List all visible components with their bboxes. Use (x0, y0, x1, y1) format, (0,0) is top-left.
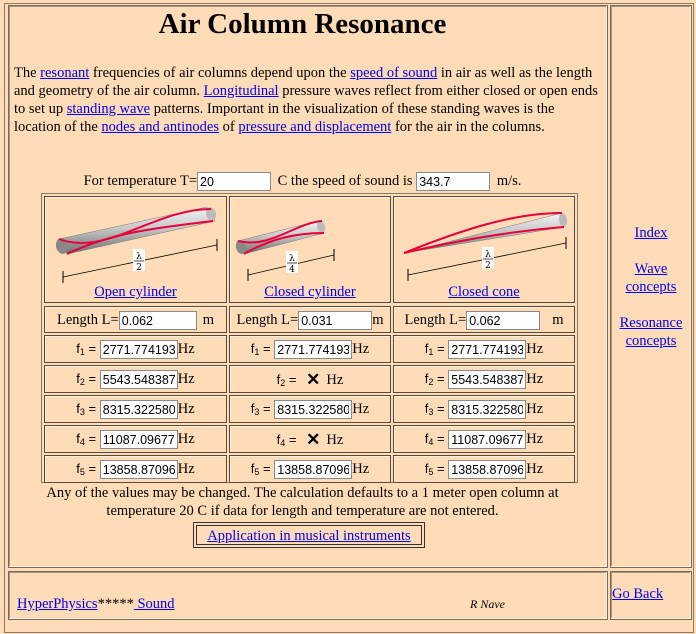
hz-unit: Hz (177, 370, 195, 387)
frequency-label: $f_3$ (250, 400, 260, 417)
length-cell-closed (229, 306, 391, 333)
length-unit: m (552, 311, 564, 328)
equals-sign: = (433, 430, 449, 446)
equals-sign: = (433, 460, 449, 476)
hz-unit: Hz (177, 430, 195, 447)
intro-text: The (14, 65, 41, 81)
closed-cylinder-f4-cell (229, 425, 391, 453)
closed-cone-f4-cell (393, 425, 575, 453)
page-title: Air Column Resonance (158, 8, 447, 40)
open-cylinder-f4-cell (44, 425, 227, 453)
frequency-label: $f_1$ (424, 340, 434, 357)
frequency-label: $f_4$ (76, 430, 85, 447)
svg-text:2: 2 (136, 263, 142, 273)
closed-cone-f2-cell (393, 365, 575, 393)
closed-cylinder-f5-input[interactable] (274, 460, 352, 479)
equals-sign: = (84, 340, 100, 356)
speed-of-sound-input[interactable] (416, 172, 490, 191)
hz-unit: Hz (526, 400, 544, 417)
frequency-label: $f_2$ (76, 370, 85, 387)
open-cylinder-f2-input[interactable] (100, 370, 178, 389)
footer-links (17, 596, 175, 613)
equals-sign: = (84, 460, 100, 476)
closed-cylinder-length-input[interactable] (298, 311, 372, 330)
equals-sign: = (259, 340, 275, 356)
frequency-label: $f_5$ (424, 460, 434, 477)
open-cylinder-diagram (45, 199, 226, 285)
equals-sign: = (259, 400, 275, 416)
temperature-row (0, 172, 605, 191)
closed-cylinder-f2-cell (229, 365, 391, 393)
hz-unit: Hz (352, 400, 370, 417)
hz-unit: Hz (177, 400, 195, 417)
equals-sign: = (285, 432, 301, 447)
closed-cone-diagram (394, 199, 574, 285)
hz-unit: Hz (177, 340, 195, 357)
open-cylinder-f2-cell (44, 365, 227, 393)
length-cell-cone (393, 306, 575, 333)
svg-text:λ: λ (485, 250, 491, 260)
intro-paragraph (14, 64, 604, 136)
length-unit: m (202, 311, 214, 328)
sidebar-item-wave-concepts[interactable]: Wave concepts (625, 261, 677, 295)
author-credit: R Nave (470, 597, 505, 611)
intro-text: in air as well as the length and geometry of the air column. (14, 65, 593, 99)
intro-text: for the air in the columns. (391, 119, 545, 135)
sidebar-item-resonance-concepts[interactable]: Resonance concepts (619, 315, 683, 349)
open-cylinder-length-input[interactable] (119, 311, 197, 330)
footer-stars: ***** (97, 596, 134, 612)
hyperphysics-link[interactable]: HyperPhysics (17, 596, 98, 612)
hz-unit: Hz (352, 340, 370, 357)
frequency-label: $f_5$ (250, 460, 260, 477)
link-longitudinal[interactable]: Longitudinal (203, 83, 279, 99)
svg-text:λ: λ (136, 252, 142, 262)
closed-cone-f1-input[interactable] (448, 340, 526, 359)
closed-cylinder-diagram (230, 199, 390, 285)
speed-unit: m/s. (496, 172, 522, 189)
temperature-input[interactable] (197, 172, 271, 191)
not-present-icon: ✕ (306, 370, 321, 389)
equals-sign: = (84, 370, 100, 386)
closed-cone-length-input[interactable] (466, 311, 540, 330)
link-pressure-displacement[interactable]: pressure and displacement (238, 119, 392, 135)
svg-text:2: 2 (485, 261, 491, 271)
link-resonant[interactable]: resonant (40, 65, 90, 81)
equals-sign: = (84, 430, 100, 446)
frequency-label: $f_3$ (76, 400, 85, 417)
intro-text: frequencies of air columns depend upon the (89, 65, 351, 81)
frequency-label: $f_2$ (276, 372, 286, 388)
hz-unit: Hz (352, 460, 370, 477)
link-standing-wave[interactable]: standing wave (66, 101, 151, 117)
equals-sign: = (84, 400, 100, 416)
speed-label: C the speed of sound is (277, 172, 413, 189)
closed-cone-f5-cell (393, 455, 575, 483)
closed-cone-f3-input[interactable] (448, 400, 526, 419)
closed-cone-f5-input[interactable] (448, 460, 526, 479)
temperature-label: For temperature T= (83, 172, 198, 189)
frequency-label: $f_4$ (276, 432, 286, 448)
hz-unit: Hz (326, 372, 344, 388)
frequency-label: $f_2$ (424, 370, 434, 387)
frequency-label: $f_1$ (76, 340, 85, 357)
go-back-link[interactable]: Go Back (612, 586, 664, 602)
svg-text:4: 4 (289, 265, 295, 275)
open-cylinder-cell (44, 196, 227, 303)
equals-sign: = (433, 400, 449, 416)
length-cell-open (44, 306, 227, 333)
open-cylinder-f3-cell (44, 395, 227, 423)
closed-cylinder-f5-cell (229, 455, 391, 483)
intro-text: pressure waves reflect from either closed or open ends to set up (14, 83, 598, 117)
sidebar-nav (610, 224, 692, 350)
hz-unit: Hz (526, 370, 544, 387)
link-nodes-antinodes[interactable]: nodes and antinodes (101, 119, 219, 135)
length-unit: m (372, 311, 384, 328)
closed-cone-f3-cell (393, 395, 575, 423)
closed-cylinder-f3-cell (229, 395, 391, 423)
sound-link[interactable]: Sound (133, 596, 175, 612)
frequency-label: $f_3$ (424, 400, 434, 417)
open-cylinder-f3-input[interactable] (100, 400, 178, 419)
open-cylinder-f4-input[interactable] (100, 430, 178, 449)
defaults-note: Any of the values may be changed. The calculation defaults to a 1 meter open column at temperature 20 C if data for length and temperature are not entered. (46, 485, 559, 519)
hz-unit: Hz (526, 430, 544, 447)
closed-cone-f2-input[interactable] (448, 370, 526, 389)
intro-text: of (218, 119, 239, 135)
closed-cylinder-cell (229, 196, 391, 303)
hz-unit: Hz (326, 432, 344, 448)
hz-unit: Hz (526, 340, 544, 357)
svg-text:λ: λ (289, 254, 295, 264)
closed-cylinder-f3-input[interactable] (274, 400, 352, 419)
equals-sign: = (285, 372, 301, 387)
equals-sign: = (433, 340, 449, 356)
closed-cylinder-f1-input[interactable] (274, 340, 352, 359)
open-cylinder-link[interactable]: Open cylinder (94, 284, 177, 300)
length-label: Length L= (404, 311, 467, 328)
open-cylinder-f5-cell (44, 455, 227, 483)
closed-cylinder-f1-cell (229, 335, 391, 363)
frequency-label: $f_4$ (424, 430, 434, 447)
equals-sign: = (259, 460, 275, 476)
closed-cylinder-link[interactable]: Closed cylinder (264, 284, 356, 300)
frequency-label: $f_5$ (76, 460, 85, 477)
intro-text: patterns. Important in the visualization of these standing waves is the location of the (14, 101, 555, 135)
closed-cone-f1-cell (393, 335, 575, 363)
not-present-icon: ✕ (306, 430, 321, 449)
length-label: Length L= (236, 311, 299, 328)
open-cylinder-f1-cell (44, 335, 227, 363)
frequency-label: $f_1$ (250, 340, 260, 357)
open-cylinder-f5-input[interactable] (100, 460, 178, 479)
closed-cone-link[interactable]: Closed cone (448, 284, 520, 300)
hz-unit: Hz (177, 460, 195, 477)
sidebar-item-index[interactable]: Index (634, 225, 668, 241)
hz-unit: Hz (526, 460, 544, 477)
closed-cone-f4-input[interactable] (448, 430, 526, 449)
equals-sign: = (433, 370, 449, 386)
open-cylinder-f1-input[interactable] (100, 340, 178, 359)
length-label: Length L= (56, 311, 119, 328)
musical-instruments-link[interactable]: Application in musical instruments (193, 522, 425, 548)
closed-cone-cell (393, 196, 575, 303)
link-speed-of-sound[interactable]: speed of sound (350, 65, 438, 81)
